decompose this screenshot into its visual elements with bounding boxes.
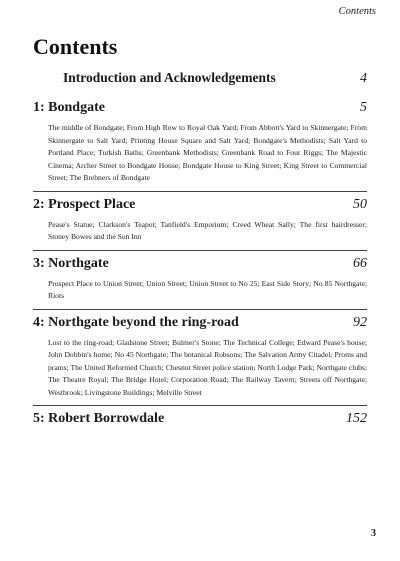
running-head: Contents <box>338 6 376 17</box>
chapter-title: 5: Robert Borrowdale <box>33 411 165 426</box>
chapter-heading-row <box>33 315 367 331</box>
chapter-title: 4: Northgate beyond the ring-road <box>33 314 239 330</box>
chapter-5 <box>33 411 367 427</box>
page-number: 3 <box>371 528 376 539</box>
chapter-page-number: 92 <box>353 314 367 330</box>
intro-label: Introduction and Acknowledgements <box>63 70 276 85</box>
chapter-heading-row <box>33 197 367 213</box>
chapter-title: 3: Northgate <box>33 255 109 271</box>
divider <box>33 405 367 406</box>
page-title: Contents <box>33 34 118 59</box>
chapter-heading-row <box>33 100 367 116</box>
divider <box>33 191 367 192</box>
chapter-title: 2: Prospect Place <box>33 196 136 212</box>
chapter-2 <box>33 197 367 244</box>
table-of-contents <box>33 70 367 433</box>
chapter-page-number: 152 <box>346 411 367 426</box>
chapter-page-number: 66 <box>353 255 367 271</box>
chapter-summary: Pease's Statue; Clarkson's Teapot; Tanfield's Emporium; Creed Wheat Sally; The first hairdresser; Stoney Bowes and the Sun Inn <box>48 219 367 241</box>
chapter-heading-row <box>33 411 367 427</box>
chapter-1 <box>33 100 367 185</box>
divider <box>33 309 367 310</box>
intro-page-number: 4 <box>360 71 367 86</box>
chapter-title: 1: Bondgate <box>33 100 105 115</box>
chapter-4 <box>33 315 367 400</box>
chapter-heading-row <box>33 256 367 272</box>
divider <box>33 250 367 251</box>
toc-entry-introduction <box>33 70 367 87</box>
chapter-summary: Prospect Place to Union Street; Union Street; Union Street to No 25; East Side Story; No 85 Northgate; Riots <box>48 278 367 300</box>
chapter-page-number: 5 <box>360 100 367 115</box>
chapter-summary: Lost to the ring-road; Gladstone Street; Bulmer's Stone; The Technical College; Edward Pease's house; John Dobbin's home; No 45 Northgate; The botanical Robsons; The Salvation Army Citadel; Proms and prams; The United Reformed Church; Chesnut Street police station; North Lodge Park; Northgate clubs; The Theatre Royal; The Bridge Hotel; Corporation Road; The Railway Tavern; Streets off Northgate; Westbrook; Livingstone Buildings; Melville Street <box>48 337 367 397</box>
chapter-3 <box>33 256 367 303</box>
chapter-page-number: 50 <box>353 196 367 212</box>
chapter-summary: The middle of Bondgate; From High Row to Royal Oak Yard; From Abbott's Yard to Skinnergate; From Skinnergate to Salt Yard; Printing House Square and Salt Yard; Bondgate's Methodists; Salt Yard to Portland Place; Turkish Baths; Greenbank Methodists; Greenbank Road to Four Riggs; The Majestic Cinema; Archer Street to Bondgate House; Bondgate House to King Street; King Street to Commercial Street; The Brebners of Bondgate <box>48 123 367 182</box>
